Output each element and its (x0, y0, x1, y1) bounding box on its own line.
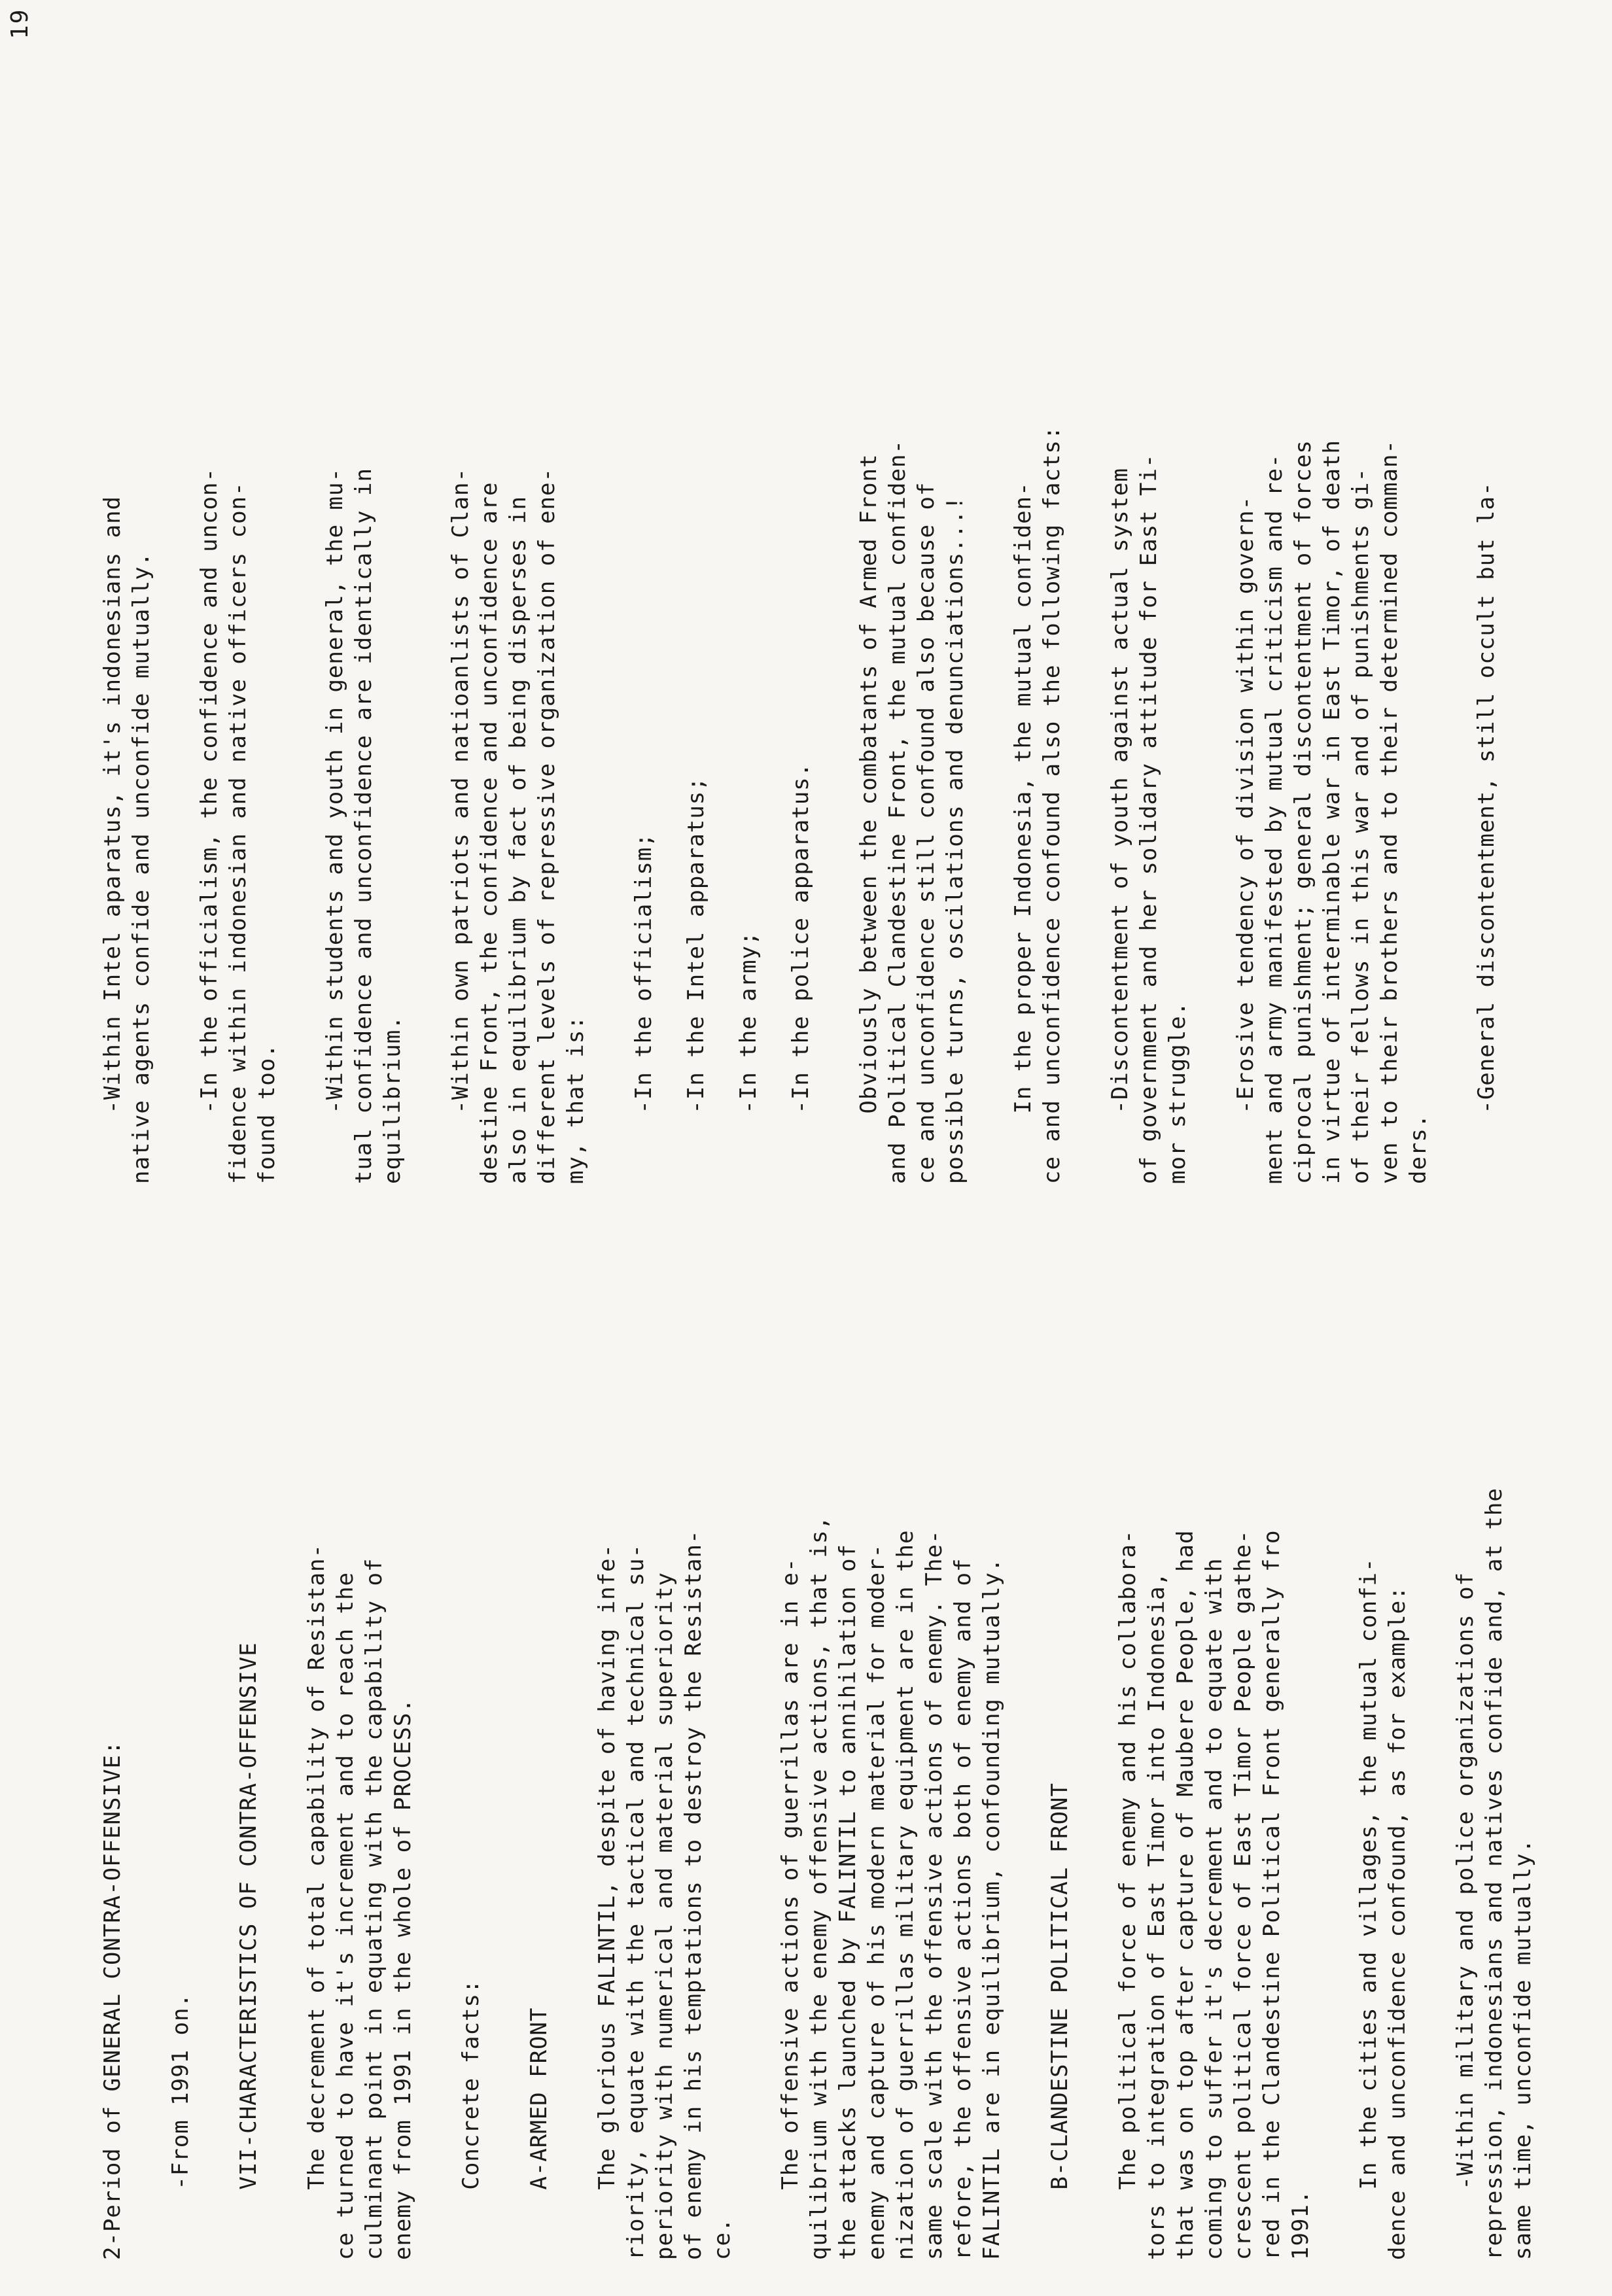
list-item: -In the Intel apparatus; (683, 776, 709, 1184)
subheading-concrete-facts: Concrete facts: (458, 1979, 484, 2260)
period-line: -From 1991 on. (167, 1993, 194, 2260)
paragraph: -Within students and youth in general, the mu- tual confidence and unconfidence are identically in equilibrium. (322, 468, 406, 1184)
paragraph: In the proper Indonesia, the mutual confiden- ce and unconfidence confound also the following facts: (1010, 425, 1065, 1184)
paragraph: In the cities and villages, the mutual confi- dence and unconfidence confound, as for example: (1356, 1557, 1410, 2260)
paragraph: -Discontentment of youth against actual system of government and her solidary attitude for East Ti- mor struggle. (1107, 453, 1191, 1184)
paragraph: The political force of enemy and his collabora- tors to integration of East Timor into Indonesia, that was on top after capture of Maubere People, had coming to suffer it's decrement and to equate with crescent political force of East Timor People gathe- red in the Clandestine Political Front generally fro 1991. (1115, 1529, 1314, 2260)
subheading-clandestine-front: B-CLANDESTINE POLITICAL FRONT (1047, 1783, 1073, 2260)
paragraph: The decrement of total capability of Resistan- ce turned to have it's increment and to reach the culminant point in equating with the capability of enemy from 1991 in the whole of PROCESS. (304, 1544, 416, 2260)
paragraph: The glorious FALINTIL, despite of having infe- riority, equate with the tactical and technical su- periority with numerical and material superiority of enemy in his temptations to destroy the Resistan- ce. (594, 1529, 735, 2260)
section-heading: 2-Period of GENERAL CONTRA-OFFENSIVE: (99, 1740, 126, 2260)
list-item: -In the officialism; (631, 833, 657, 1184)
paragraph: -General discontentment, still occult but la- (1473, 481, 1499, 1184)
paragraph: -In the officialism, the confidence and uncon- fidence within indonesian and native officers con- found too. (196, 468, 280, 1184)
paragraph: -Within own patriots and natioanlists of Clan- destine Front, the confidence and unconfidence are also in equilibrium by fact of being disperses in different levels of repressive organization of ene- my, that is: (447, 468, 589, 1184)
paragraph: -Within military and police organizations of repression, indonesians and natives confide and, at the same time, unconfide mutually. (1452, 1487, 1536, 2260)
subheading-armed-front: A-ARMED FRONT (526, 2007, 552, 2260)
paragraph: The offensive actions of guerrillas are in e- quilibrium with the enemy offensive actions, that is, the attacks launched by FALINTIL to annihilation of enemy and capture of his modern material for moder- nization of guerrillas military equipment are in the same scale with the offensive actions of enemy. The- refore, the offensive actions both of enemy and of FALINTIL are in equilibrium, confounding mutually. (777, 1516, 1005, 2260)
paragraph: -Erosive tendency of division within govern- ment and army manifested by mutual criticism and re- ciprocal punishment; general discontentment of forces in virtue of interminable war in East Timor, of death of their fellows in this war and of punishments gi- ven to their brothers and to their determined comman- ders. (1233, 440, 1431, 1184)
paragraph: Obviously between the combatants of Armed Front and Political Clandestine Front, the mutual confiden- ce and unconfidence still confound also because of possible turns, oscilations and denunciations...! (856, 440, 968, 1184)
list-item: -In the police apparatus. (788, 762, 814, 1184)
left-column (98, 1266, 1561, 2260)
page-number: 19 (7, 8, 33, 39)
list-item: -In the army; (735, 931, 762, 1184)
paragraph: -Within Intel aparatus, it's indonesians and native agents confide and unconfide mutually. (99, 495, 154, 1184)
chapter-heading: VII-CHARACTERISTICS OF CONTRA-OFFENSIVE (236, 1642, 262, 2260)
right-column (98, 164, 1524, 1184)
